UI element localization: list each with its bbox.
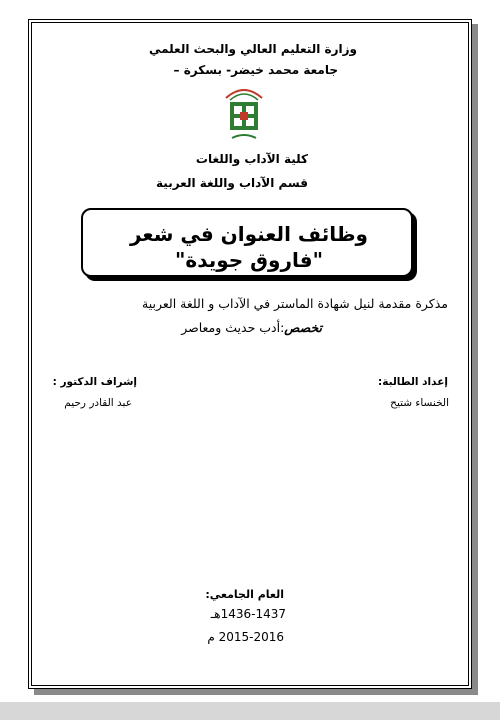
student-name: الخنساء شتيح (390, 397, 449, 409)
thesis-title-line2: "فاروق جويدة" (174, 248, 324, 272)
page-shadow-right (472, 24, 478, 694)
viewer-bottom-strip (0, 702, 500, 720)
academic-year-hijri: 1436-1437هـ (210, 607, 286, 621)
student-label: إعداد الطالبة: (378, 376, 448, 388)
supervisor-label: إشراف الدكتور : (52, 376, 137, 388)
specialization-value: :أدب حديث ومعاصر (181, 320, 285, 335)
academic-year-gregorian: 2015-2016 م (207, 630, 284, 644)
page-shadow-bottom (34, 689, 478, 695)
university-logo-icon (222, 84, 266, 146)
department-name: قسم الآداب واللغة العربية (156, 176, 308, 190)
university-name: جامعة محمد خيضر- بسكرة – (173, 63, 338, 77)
faculty-name: كلية الآداب واللغات (195, 152, 308, 166)
ministry-name: وزارة التعليم العالي والبحث العلمي (148, 42, 357, 56)
thesis-title-line1: وظائف العنوان في شعر (129, 222, 368, 246)
academic-year-label: العام الجامعي: (205, 588, 284, 601)
thesis-title-box (81, 208, 413, 277)
memo-description: مذكرة مقدمة لنيل شهادة الماستر في الآداب و اللغة العربية (142, 296, 448, 311)
specialization (181, 322, 322, 335)
specialization-label: تخصص (284, 320, 322, 335)
supervisor-name: عبد القادر رحيم (64, 397, 132, 409)
